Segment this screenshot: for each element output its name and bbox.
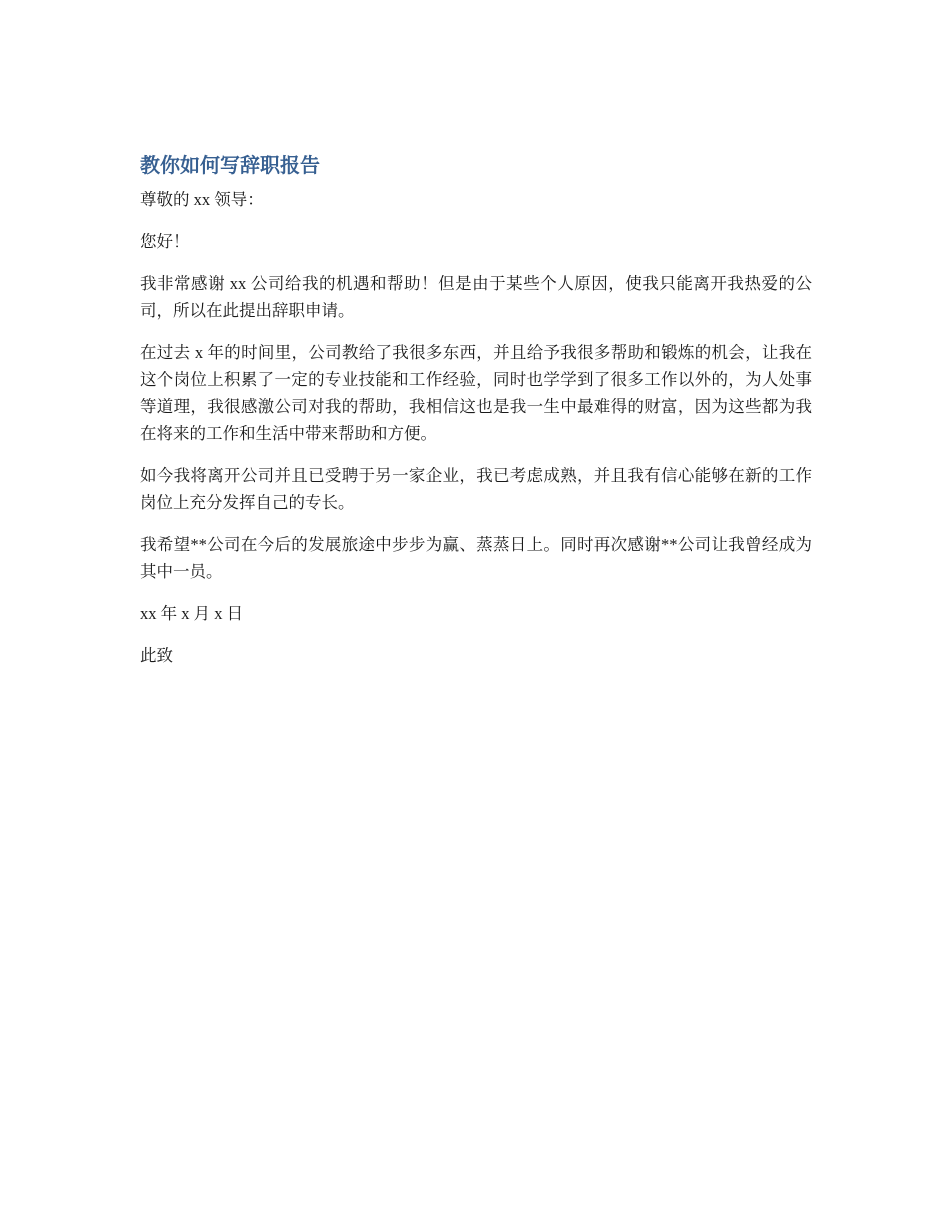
salutation: 尊敬的 xx 领导： — [140, 190, 264, 209]
document-title: 教你如何写辞职报告 — [140, 153, 320, 177]
greeting: 您好！ — [140, 232, 190, 251]
paragraph-new-job: 如今我将离开公司并且已受聘于另一家企业，我已考虑成熟，并且我有信心能够在新的工作岗位上充分发挥自己的专长。 — [140, 466, 812, 512]
document-body — [140, 148, 812, 684]
date-line: xx 年 x 月 x 日 — [140, 604, 244, 623]
paragraph-wishes: 我希望**公司在今后的发展旅途中步步为赢、蒸蒸日上。同时再次感谢**公司让我曾经成为其中一员。 — [140, 535, 812, 581]
paragraph-gratitude: 我非常感谢 xx 公司给我的机遇和帮助！但是由于某些个人原因，使我只能离开我热爱的公司，所以在此提出辞职申请。 — [140, 274, 812, 320]
closing-line: 此致 — [140, 646, 173, 665]
paragraph-experience: 在过去 x 年的时间里，公司教给了我很多东西，并且给予我很多帮助和锻炼的机会，让我在这个岗位上积累了一定的专业技能和工作经验，同时也学学到了很多工作以外的，为人处事等道理，我很感激公司对我的帮助，我相信这也是我一生中最难得的财富，因为这些都为我在将来的工作和生活中带来帮助和方便。 — [140, 343, 812, 443]
